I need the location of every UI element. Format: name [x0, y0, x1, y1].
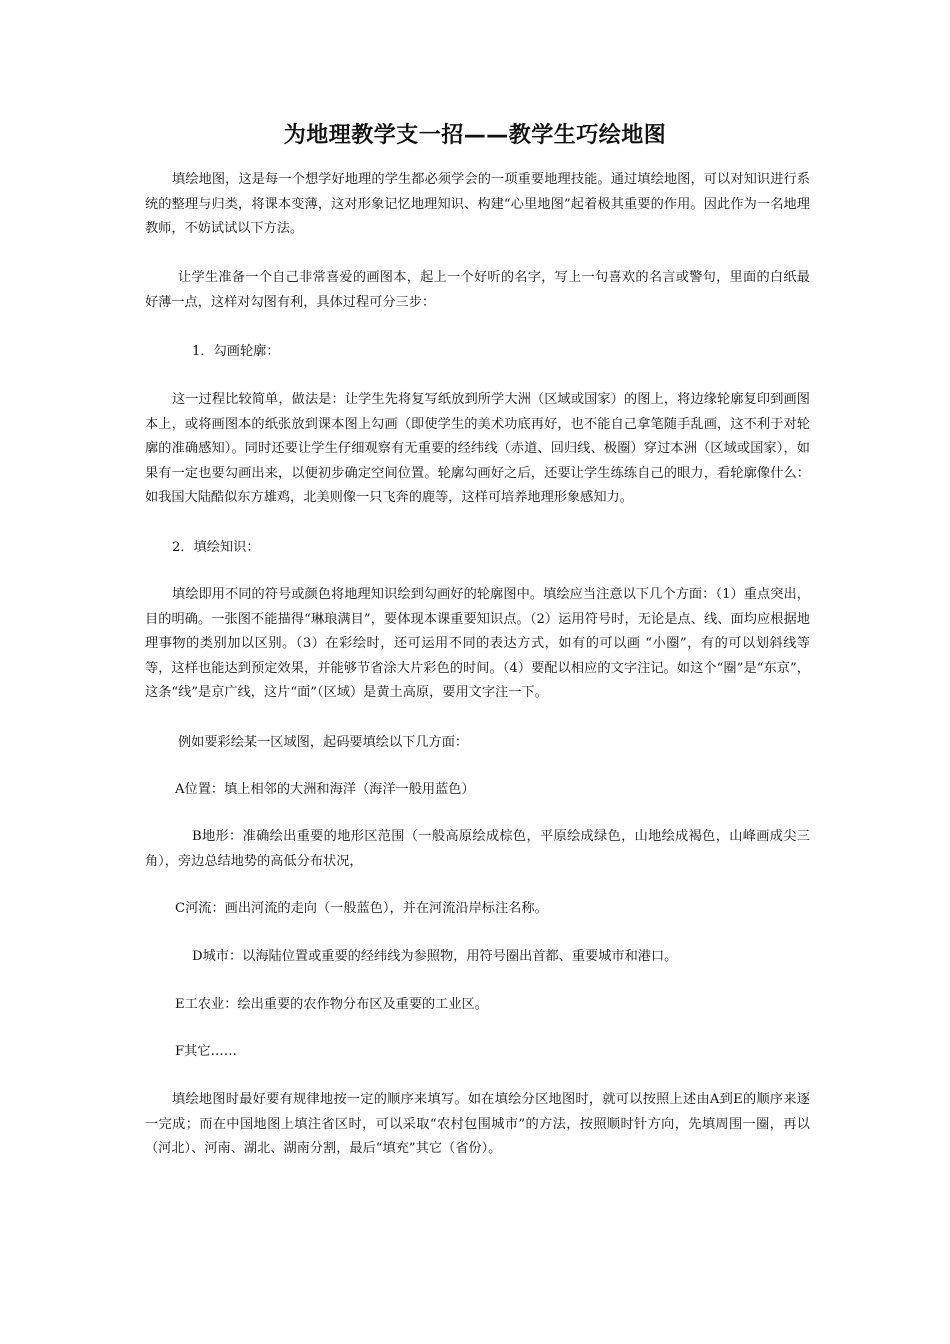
intro-paragraph: 填绘地图，这是每一个想学好地理的学生都必须学会的一项重要地理技能。通过填绘地图，可以对知识进行系统的整理与归类，将课本变薄，这对形象记忆地理知识、构建“心里地图”起着极其重要的作用。因此作为一名地理教师，不妨试试以下方法。 — [145, 172, 810, 237]
item-d-cities: D城市：以海陆位置或重要的经纬线为参照物，用符号圈出首都、重要城市和港口。 — [192, 949, 678, 964]
example-intro: 例如要彩绘某一区域图，起码要填绘以下几方面： — [178, 735, 469, 750]
step2-heading: 2．填绘知识： — [172, 540, 260, 555]
item-a-location: A位置：填上相邻的大洲和海洋（海洋一般用蓝色） — [175, 782, 475, 797]
step1-paragraph: 这一过程比较简单，做法是：让学生先将复写纸放到所学大洲（区域或国家）的图上，将边缘轮廓复印到画图本上，或将画图本的纸张放到课本图上勾画（即使学生的美术功底再好，也不能自己拿笔随手乱画，这不利于对轮廓的准确感知）。同时还要让学生仔细观察有无重要的经纬线（赤道、回归线、极圈）穿过本洲（区域或国家），如果有一定也要勾画出来，以便初步确定空间位置。轮廓勾画好之后，还要让学生练练自己的眼力，看轮廓像什么：如我国大陆酷似东方雄鸡，北美则像一只飞奔的鹿等，这样可培养地理形象感知力。 — [145, 392, 810, 506]
item-e-industry: E工农业：绘出重要的农作物分布区及重要的工业区。 — [175, 997, 488, 1012]
item-f-other: F其它…… — [175, 1044, 237, 1059]
step2-paragraph: 填绘即用不同的符号或颜色将地理知识绘到勾画好的轮廓图中。填绘应当注意以下几个方面：（1）重点突出，目的明确。一张图不能描得“琳琅满目”，要体现本课重要知识点。（2）运用符号时，无论是点、线、面均应根据地理事物的类别加以区别。（3）在彩绘时，还可运用不同的表达方式，如有的可以画 “小圈”，有的可以划斜线等等，这样也能达到预定效果，并能够节省涂大片彩色的时间。（4）要配以相应的文字注记。如这个“圈”是“东京”，这条“线”是京广线，这片“面”（区域）是黄土高原，要用文字注一下。 — [145, 587, 810, 701]
item-b-terrain: B地形：准确绘出重要的地形区范围（一般高原绘成棕色，平原绘成绿色，山地绘成褐色，山峰画成尖三角），旁边总结地势的高低分布状况， — [145, 829, 810, 869]
page-title: 为地理教学支一招——教学生巧绘地图 — [283, 123, 667, 148]
item-c-rivers: C河流：画出河流的走向（一般蓝色），并在河流沿岸标注名称。 — [175, 901, 548, 916]
prep-paragraph: 让学生准备一个自己非常喜爱的画图本，起上一个好听的名字，写上一句喜欢的名言或警句，里面的白纸最好薄一点，这样对勾图有利，具体过程可分三步： — [145, 270, 810, 310]
step1-heading: 1．勾画轮廓： — [192, 344, 280, 359]
closing-paragraph: 填绘地图时最好要有规律地按一定的顺序来填写。如在填绘分区地图时，就可以按照上述由A到E的顺序来逐一完成；而在中国地图上填注省区时，可以采取“农村包围城市”的方法，按照顺时针方向，先填周围一圈，再以（河北）、河南、湖北、湖南分割，最后“填充”其它（省份）。 — [145, 1092, 810, 1157]
